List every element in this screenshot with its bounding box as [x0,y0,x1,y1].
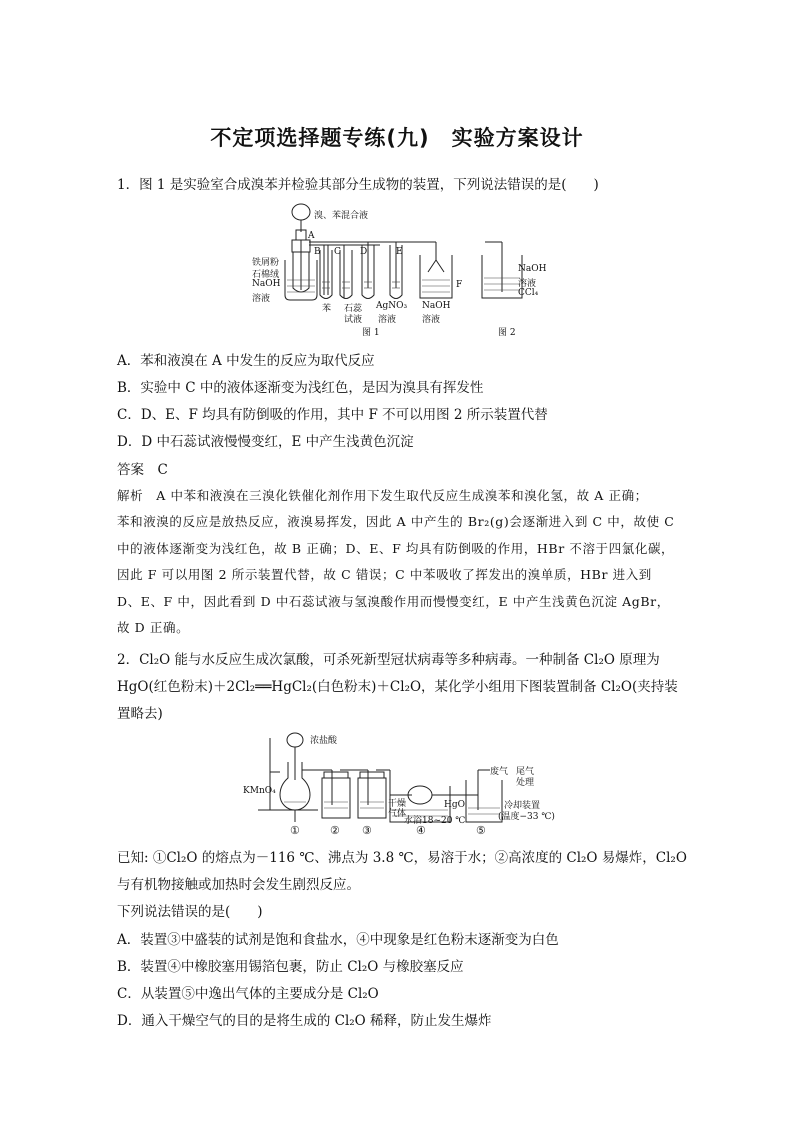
q2-option-b: B．装置④中橡胶塞用锡箔包裹，防止 Cl₂O 与橡胶塞反应 [117,959,464,975]
fig1-label-litmus-a: 石蕊 [344,304,363,314]
q1-option-d: D．D 中石蕊试液慢慢变红，E 中产生浅黄色沉淀 [117,434,414,450]
fig1-label-c: C [334,247,341,257]
fig1-label-iron: 铁屑粉 [252,258,280,268]
q1-option-c: C．D、E、F 均具有防倒吸的作用，其中 F 不可以用图 2 所示装置代替 [117,407,548,423]
fig1-label-litmus-b: 试液 [344,315,363,325]
q2-option-d: D．通入干燥空气的目的是将生成的 Cl₂O 稀释，防止发生爆炸 [117,1013,492,1029]
fig1-label-naoh1a: NaOH [252,279,281,289]
fig1-label-naoh2b: 溶液 [422,315,441,325]
fig-q2-label-cool-a: 冷却装置 [504,801,541,811]
q1-option-a: A．苯和液溴在 A 中发生的反应为取代反应 [117,353,375,369]
fig-q2-label-3: ③ [362,824,372,837]
figure-1-caption: 图 1 [362,328,380,338]
fig1-label-e: E [396,247,403,257]
q2-known-line: 与有机物接触或加热时会发生剧烈反应。 [117,877,360,893]
fig-q2-label-dry-b: 气体 [388,809,407,819]
fig-q2-label-bath: 水浴18~20 ℃ [404,816,466,826]
fig2-label-naoh-a: NaOH [518,264,547,274]
fig-q2-label-kmno4: KMnO₄ [243,786,276,796]
fig1-label-funnel: 溴、苯混合液 [314,211,369,221]
fig-q2-label-cool-b: (温度−33 ℃) [498,812,555,822]
fig1-label-f: F [456,280,463,290]
fig1-label-benzene: 苯 [322,304,332,314]
question-2-stem-line: 2．Cl₂O 能与水反应生成次氯酸，可杀死新型冠状病毒等多种病毒。一种制备 Cl₂O 原理为 [117,652,660,668]
fig1-label-wool: 石棉绒 [252,270,280,280]
fig1-label-b: B [314,247,321,257]
q1-explanation-line: 中的液体逐渐变为浅红色，故 B 正确；D、E、F 均具有防倒吸的作用，HBr 不溶于四氯化碳， [117,541,675,556]
fig-q2-label-2: ② [330,824,340,837]
figure-1-apparatus [240,200,560,340]
fig2-label-naoh-b: 溶液 [518,279,537,289]
fig1-label-naoh1b: 溶液 [252,294,271,304]
fig-q2-label-5: ⑤ [476,824,486,837]
page-title: 不定项选择题专练(九) 实验方案设计 [210,126,584,150]
question-2-stem-line: HgO(红色粉末)＋2Cl₂══HgCl₂(白色粉末)＋Cl₂O，某化学小组用下图装置制备 Cl₂O(夹持装 [117,679,678,695]
q1-explanation-line: 苯和液溴的反应是放热反应，液溴易挥发，因此 A 中产生的 Br₂(g)会逐渐进入到 C 中，故使 C [117,514,675,529]
fig1-label-agno3-a: AgNO₃ [376,301,408,311]
fig-q2-label-4: ④ [416,824,426,837]
figure-question-2-apparatus [240,730,560,840]
q2-option-a: A．装置③中盛装的试剂是饱和食盐水，④中现象是红色粉末逐渐变为白色 [117,932,559,948]
fig2-label-ccl4: CCl₄ [518,288,539,298]
q2-ask: 下列说法错误的是( ) [117,904,263,920]
q1-explanation-line: D、E、F 中，因此看到 D 中石蕊试液与氢溴酸作用而慢慢变红，E 中产生浅黄色沉淀 AgBr， [117,594,670,609]
q1-explanation-line: 因此 F 可以用图 2 所示装置代替，故 C 错误；C 中苯吸收了挥发出的溴单质，HBr 进入到 [117,567,652,582]
fig-q2-label-waste-b: 尾气 [516,767,535,777]
fig1-label-naoh2a: NaOH [422,301,451,311]
fig-q2-label-dry-a: 干燥 [388,799,407,809]
question-2-stem-line: 置略去) [117,706,163,722]
q1-answer: 答案 C [117,462,168,478]
q2-known-line: 已知: ①Cl₂O 的熔点为－116 ℃、沸点为 3.8 ℃，易溶于水；②高浓度的 Cl₂O 易爆炸，Cl₂O [117,850,687,866]
question-1-stem: 1．图 1 是实验室合成溴苯并检验其部分生成物的装置，下列说法错误的是( ) [117,177,599,193]
fig-q2-label-hgo: HgO [444,800,465,810]
fig-q2-label-hcl: 浓盐酸 [310,736,338,746]
q2-option-c: C．从装置⑤中逸出气体的主要成分是 Cl₂O [117,986,379,1002]
q1-explanation-line: 解析 A 中苯和液溴在三溴化铁催化剂作用下发生取代反应生成溴苯和溴化氢，故 A 正确； [117,488,648,503]
fig1-label-a: A [308,231,315,241]
fig1-label-agno3-b: 溶液 [378,315,397,325]
figure-2-caption: 图 2 [498,328,516,338]
fig1-label-d: D [360,247,368,257]
q1-explanation-line: 故 D 正确。 [117,620,190,635]
fig-q2-label-waste-a: 废气 [490,767,509,777]
fig-q2-label-1: ① [290,824,300,837]
q1-option-b: B．实验中 C 中的液体逐渐变为浅红色，是因为溴具有挥发性 [117,380,484,396]
fig-q2-label-waste-c: 处理 [516,778,535,788]
